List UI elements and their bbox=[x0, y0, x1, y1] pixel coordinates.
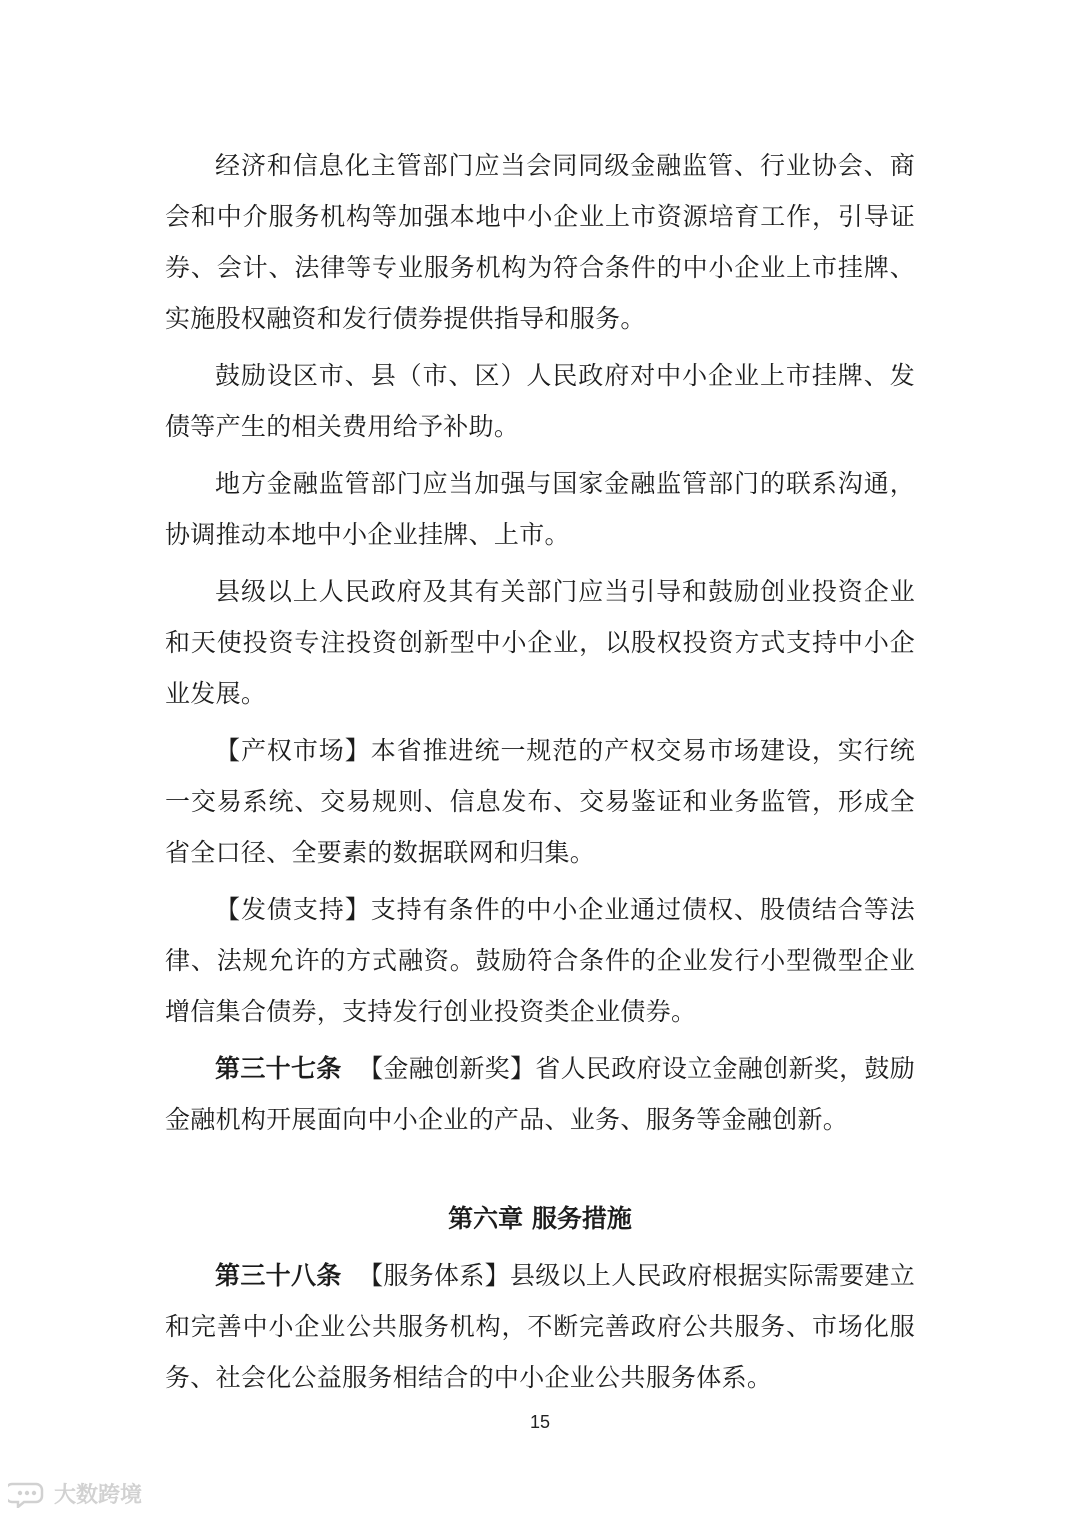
paragraph-1: 经济和信息化主管部门应当会同同级金融监管、行业协会、商会和中介服务机构等加强本地中小企业上市资源培育工作，引导证券、会计、法律等专业服务机构为符合条件的中小企业上市挂牌、实施股权融资和发行债券提供指导和服务。 bbox=[165, 151, 915, 333]
chat-bubble-logo-icon bbox=[8, 1480, 48, 1508]
article-37 bbox=[165, 1043, 915, 1145]
watermark-text: 大数跨境 bbox=[54, 1483, 143, 1508]
document-body bbox=[165, 140, 915, 1409]
article-37-number: 第三十七条 bbox=[215, 1054, 342, 1083]
paragraph-2: 鼓励设区市、县（市、区）人民政府对中小企业上市挂牌、发债等产生的相关费用给予补助。 bbox=[165, 361, 915, 441]
article-38-text: 【服务体系】县级以上人民政府根据实际需要建立和完善中小企业公共服务机构，不断完善政府公共服务、市场化服务、社会化公益服务相结合的中小企业公共服务体系。 bbox=[165, 1261, 915, 1392]
article-37-text: 【金融创新奖】省人民政府设立金融创新奖，鼓励金融机构开展面向中小企业的产品、业务、服务等金融创新。 bbox=[165, 1054, 915, 1134]
paragraph-6: 【发债支持】支持有条件的中小企业通过债权、股债结合等法律、法规允许的方式融资。鼓励符合条件的企业发行小型微型企业增信集合债券，支持发行创业投资类企业债券。 bbox=[165, 895, 915, 1026]
chapter-title: 第六章 服务措施 bbox=[448, 1204, 632, 1233]
paragraph-3: 地方金融监管部门应当加强与国家金融监管部门的联系沟通，协调推动本地中小企业挂牌、上市。 bbox=[165, 469, 915, 549]
article-38-number: 第三十八条 bbox=[215, 1261, 342, 1290]
article-38 bbox=[165, 1250, 915, 1403]
page-number: 15 bbox=[529, 1412, 551, 1432]
watermark bbox=[8, 1478, 142, 1509]
paragraph-5: 【产权市场】本省推进统一规范的产权交易市场建设，实行统一交易系统、交易规则、信息发布、交易鉴证和业务监管，形成全省全口径、全要素的数据联网和归集。 bbox=[165, 736, 915, 867]
paragraph-4: 县级以上人民政府及其有关部门应当引导和鼓励创业投资企业和天使投资专注投资创新型中小企业，以股权投资方式支持中小企业发展。 bbox=[165, 577, 915, 708]
